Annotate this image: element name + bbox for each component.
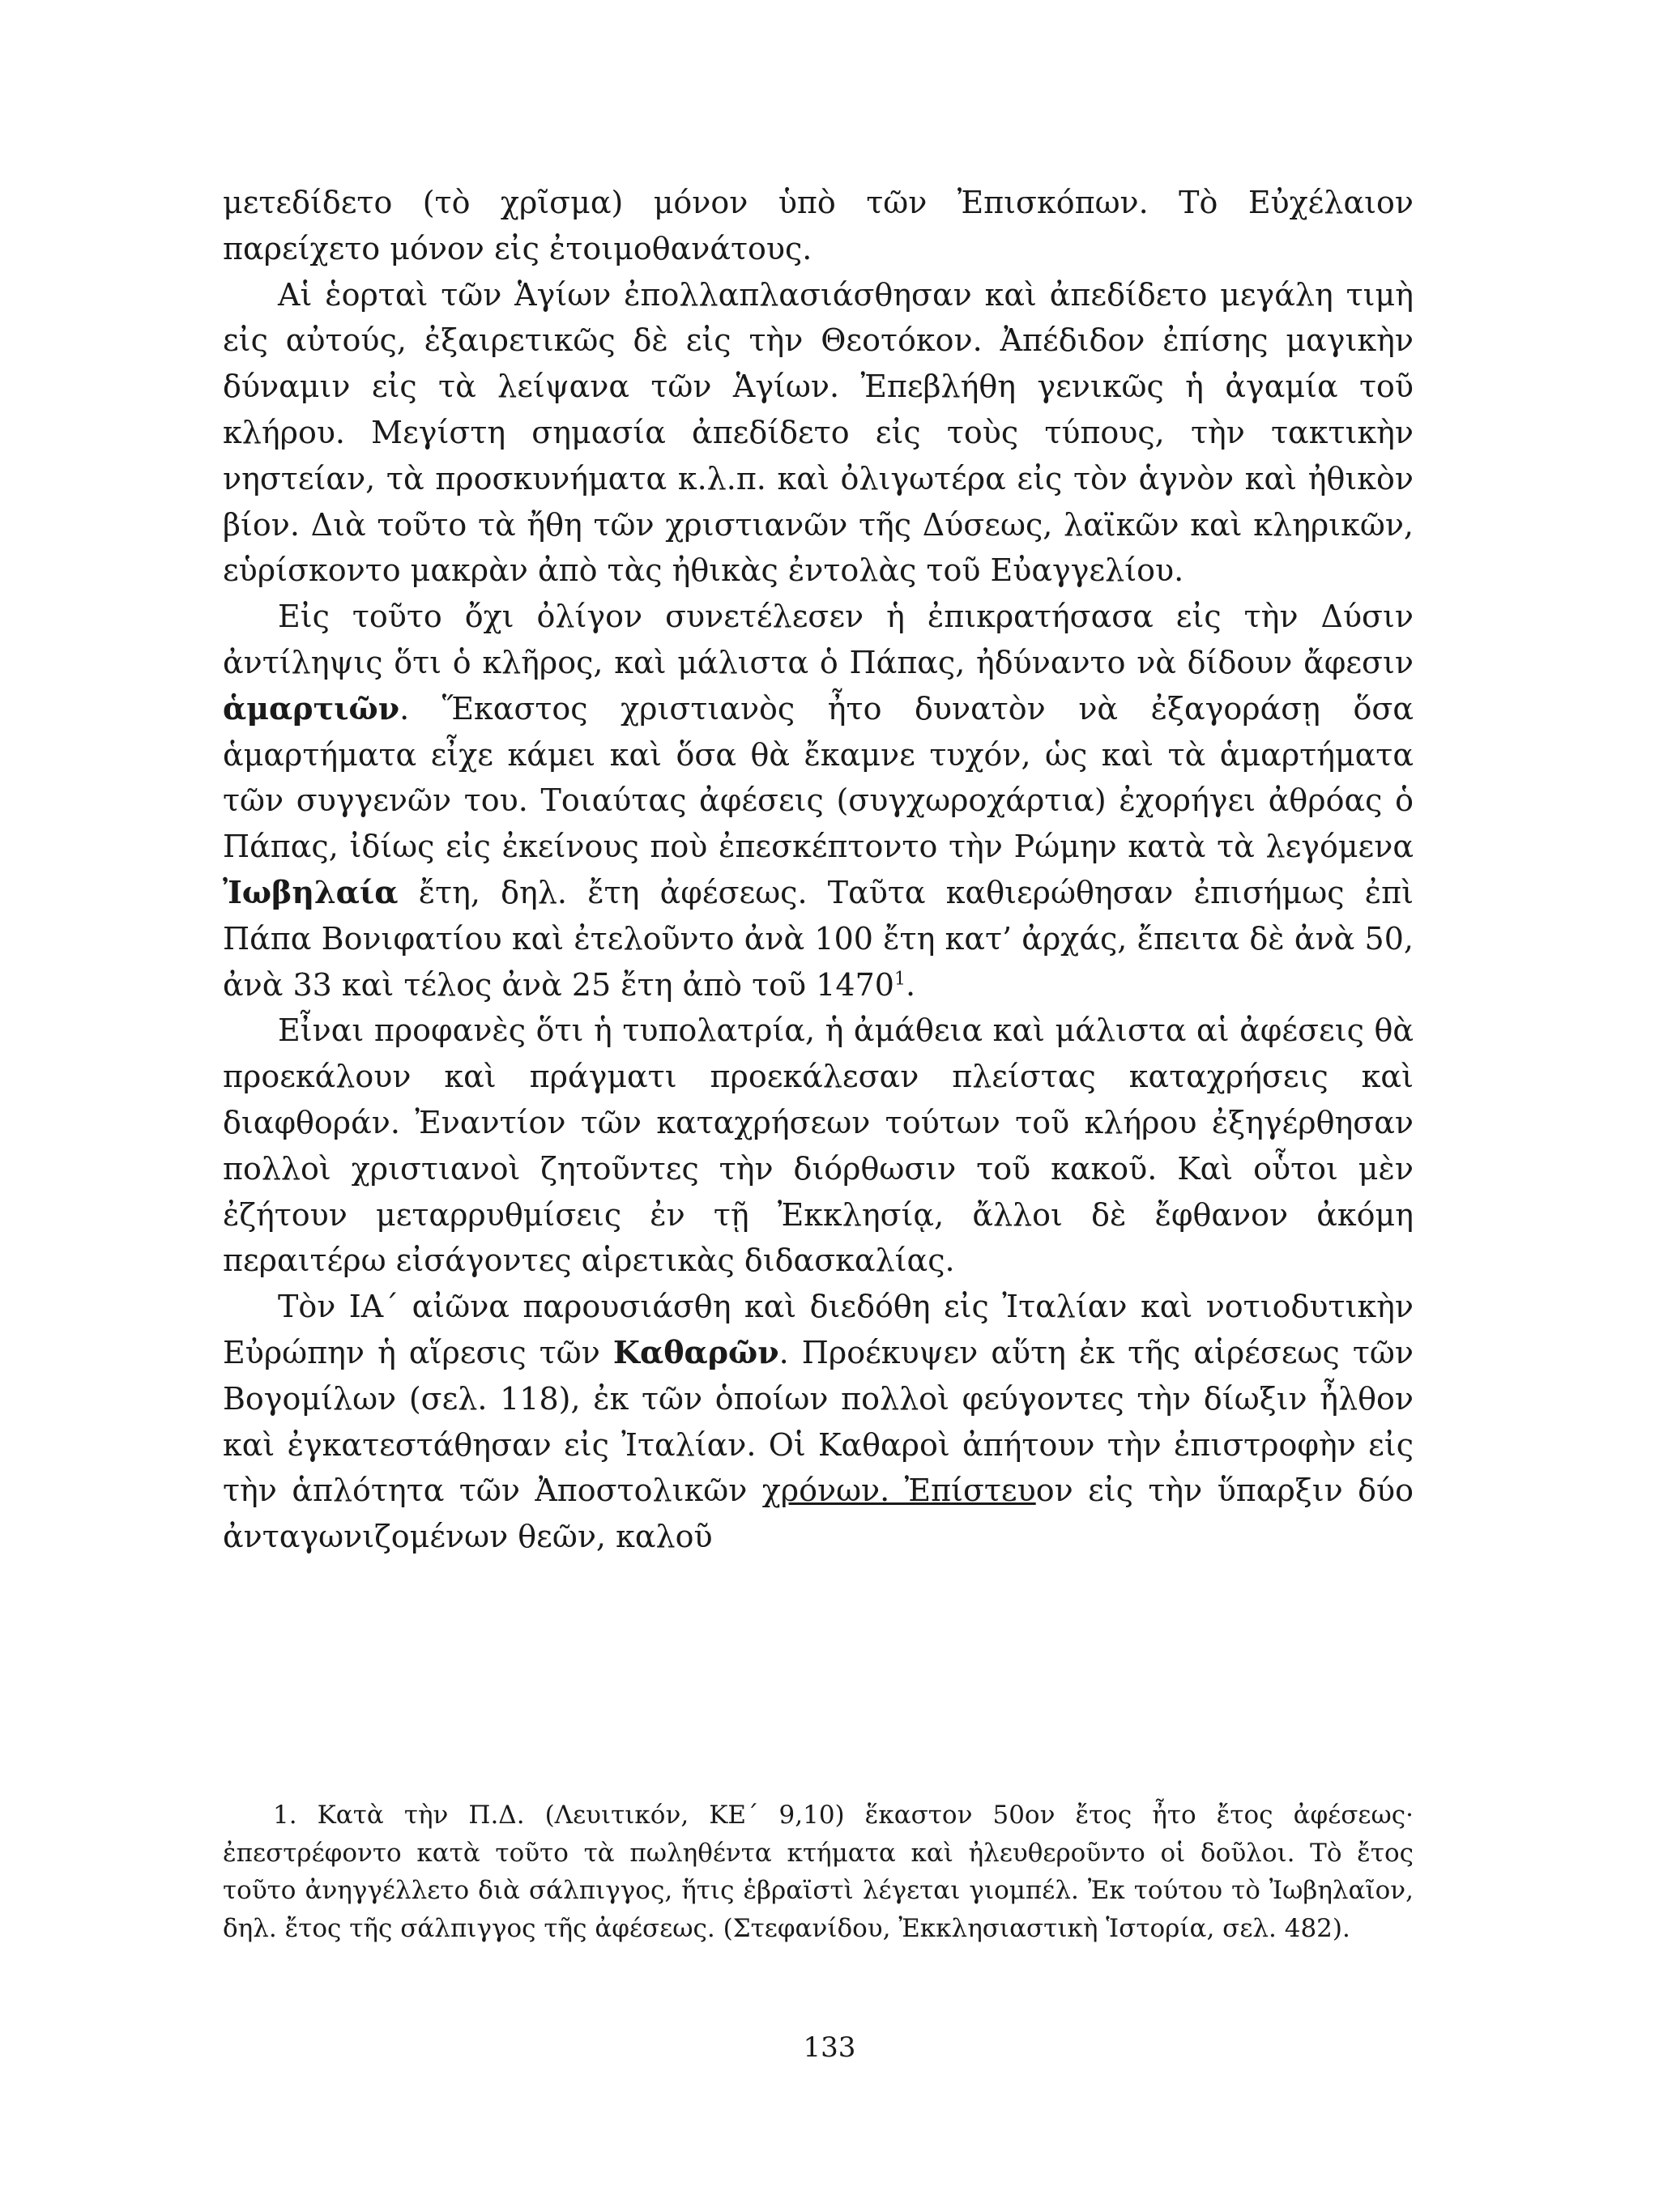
text-run: Τὸν ΙΑ΄ αἰῶνα παρουσιάσθη καὶ διεδόθη εἰς Ἰταλίαν καὶ νοτιοδυτικὴν Εὐρώπην ἡ αἵρεσις τῶν <box>223 1289 1414 1370</box>
paragraph <box>223 180 1414 272</box>
paragraph <box>223 1284 1414 1560</box>
text-run: . Ἕκαστος χριστιανὸς ἦτο δυνατὸν νὰ ἐξαγοράσῃ ὅσα ἁμαρτήματα εἶχε κάμει καὶ ὅσα θὰ ἔκαμνε τυχόν, ὡς καὶ τὰ ἁμαρτήματα τῶν συγγενῶν του. Τοιαύτας ἀφέσεις (συγχωροχάρτια) ἐχορήγει ἀθρόας ὁ Πάπας, ἰδίως εἰς ἐκείνους ποὺ ἐπεσκέπτοντο τὴν Ρώμην κατὰ τὰ λεγόμενα <box>223 690 1414 865</box>
footnote-text: 1. Κατὰ τὴν Π.Δ. (Λευιτικόν, ΚΕ΄ 9,10) ἕκαστον 50ον ἔτος ἦτο ἔτος ἀφέσεως· ἐπεστρέφοντο κατὰ τοῦτο τὰ πωληθέντα κτήματα καὶ ἠλευθεροῦντο οἱ δοῦλοι. Τὸ ἔτος τοῦτο ἀνηγγέλλετο διὰ σάλπιγγος, ἥτις ἑβραϊστὶ λέγεται γιομπέλ. Ἐκ τούτου τὸ Ἰωβηλαῖον, δηλ. ἔτος τῆς σάλπιγγος τῆς ἀφέσεως. (Στεφανίδου, Ἐκκλησιαστικὴ Ἱστορία, σελ. 482). <box>223 1801 1414 1943</box>
text-run: ἔτη, δηλ. ἔτη ἀφέσεως. Ταῦτα καθιερώθησαν ἐπισήμως ἐπὶ Πάπα Βονιφατίου καὶ ἐτελοῦντο ἀνὰ 100 ἔτη κατ’ ἀρχάς, ἔπειτα δὲ ἀνὰ 50, ἀνὰ 33 καὶ τέλος ἀνὰ 25 ἔτη ἀπὸ τοῦ 1470 <box>223 874 1414 1003</box>
paragraph <box>223 1008 1414 1284</box>
underlined-text: χρόνων. Ἐπίστευ <box>761 1473 1036 1509</box>
text-run: ον εἰς τὴν ὕπαρξιν δύο ἀνταγωνιζομένων θεῶν, καλοῦ <box>223 1473 1414 1555</box>
page-body <box>223 180 1414 1560</box>
footnote-reference: 1 <box>893 968 906 989</box>
text-run: μετεδίδετο (τὸ χρῖσμα) μόνον ὑπὸ τῶν Ἐπισκόπων. Τὸ Εὐχέλαιον παρείχετο μόνον εἰς ἐτοιμοθανάτους. <box>223 185 1414 266</box>
text-run: . <box>905 966 916 1003</box>
text-run: . Προέκυψεν αὕτη ἐκ τῆς αἱρέσεως τῶν Βογομίλων (σελ. 118), ἐκ τῶν ὁποίων πολλοὶ φεύγοντες τὴν δίωξιν ἦλθον καὶ ἐγκατεστάθησαν εἰς Ἰταλίαν. Οἱ Καθαροὶ ἀπήτουν τὴν ἐπιστροφὴν εἰς τὴν ἁπλότητα τῶν Ἀποστολικῶν <box>223 1334 1414 1509</box>
bold-term: ἁμαρτιῶν <box>223 689 400 727</box>
text-run: Εἰς τοῦτο ὄχι ὀλίγον συνετέλεσεν ἡ ἐπικρατήσασα εἰς τὴν Δύσιν ἀντίληψις ὅτι ὁ κλῆρος, καὶ μάλιστα ὁ Πάπας, ἠδύναντο νὰ δίδουν ἄφεσιν <box>223 599 1414 680</box>
page-number: 133 <box>803 2031 856 2064</box>
footnote <box>223 1796 1414 1947</box>
main-text <box>223 180 1414 1560</box>
bold-term: Ἰωβηλαία <box>223 873 399 910</box>
text-run: Αἱ ἑορταὶ τῶν Ἁγίων ἐπολλαπλασιάσθησαν καὶ ἀπεδίδετο μεγάλη τιμὴ εἰς αὐτούς, ἐξαιρετικῶς δὲ εἰς τὴν Θεοτόκον. Ἀπέδιδον ἐπίσης μαγικὴν δύναμιν εἰς τὰ λείψανα τῶν Ἁγίων. Ἐπεβλήθη γενικῶς ἡ ἀγαμία τοῦ κλήρου. Μεγίστη σημασία ἀπεδίδετο εἰς τοὺς τύπους, τὴν τακτικὴν νηστείαν, τὰ προσκυνήματα κ.λ.π. καὶ ὀλιγωτέρα εἰς τὸν ἁγνὸν καὶ ἠθικὸν βίον. Διὰ τοῦτο τὰ ἤθη τῶν χριστιανῶν τῆς Δύσεως, λαϊκῶν καὶ κληρικῶν, εὑρίσκοντο μακρὰν ἀπὸ τὰς ἠθικὰς ἐντολὰς τοῦ Εὐαγγελίου. <box>223 276 1414 589</box>
bold-term: Καθαρῶν <box>612 1333 779 1370</box>
paragraph <box>223 594 1414 1008</box>
text-run: Εἶναι προφανὲς ὅτι ἡ τυπολατρία, ἡ ἀμάθεια καὶ μάλιστα αἱ ἀφέσεις θὰ προεκάλουν καὶ πράγματι προεκάλεσαν πλείστας καταχρήσεις καὶ διαφθοράν. Ἐναντίον τῶν καταχρήσεων τούτων τοῦ κλήρου ἐξηγέρθησαν πολλοὶ χριστιανοὶ ζητοῦντες τὴν διόρθωσιν τοῦ κακοῦ. Καὶ οὗτοι μὲν ἐζήτουν μεταρρυθμίσεις ἐν τῇ Ἐκκλησίᾳ, ἄλλοι δὲ ἔφθανον ἀκόμη περαιτέρω εἰσάγοντες αἱρετικὰς διδασκαλίας. <box>223 1012 1414 1279</box>
paragraph <box>223 272 1414 595</box>
